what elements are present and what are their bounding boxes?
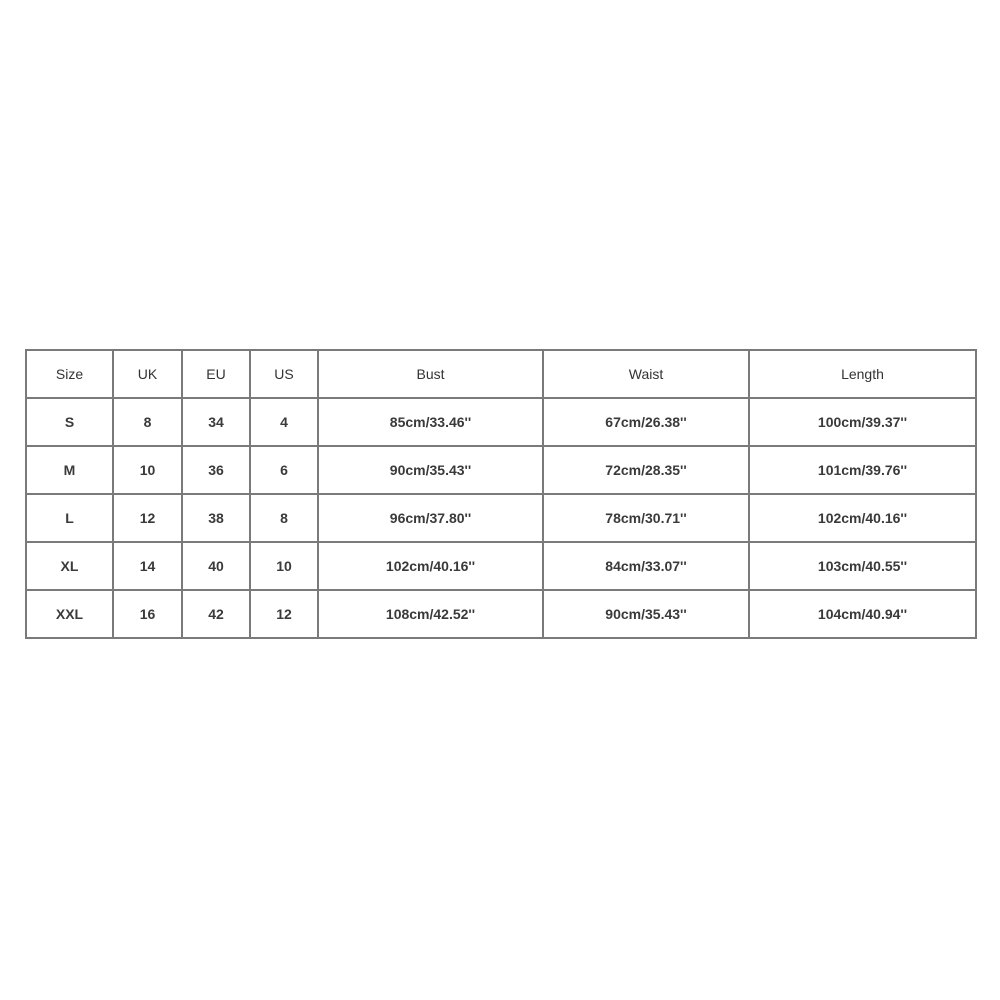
waist-cell: 67cm/26.38''	[543, 398, 749, 446]
size-cell: XXL	[26, 590, 113, 638]
eu-cell: 38	[182, 494, 250, 542]
header-waist: Waist	[543, 350, 749, 398]
size-cell: L	[26, 494, 113, 542]
bust-cell: 90cm/35.43''	[318, 446, 543, 494]
size-cell: S	[26, 398, 113, 446]
table-row	[26, 542, 976, 590]
table-row	[26, 398, 976, 446]
uk-cell: 16	[113, 590, 182, 638]
table-row	[26, 590, 976, 638]
header-bust: Bust	[318, 350, 543, 398]
uk-cell: 8	[113, 398, 182, 446]
eu-cell: 40	[182, 542, 250, 590]
waist-cell: 84cm/33.07''	[543, 542, 749, 590]
bust-cell: 96cm/37.80''	[318, 494, 543, 542]
size-cell: XL	[26, 542, 113, 590]
length-cell: 104cm/40.94''	[749, 590, 976, 638]
eu-cell: 34	[182, 398, 250, 446]
us-cell: 10	[250, 542, 318, 590]
length-cell: 101cm/39.76''	[749, 446, 976, 494]
header-length: Length	[749, 350, 976, 398]
uk-cell: 10	[113, 446, 182, 494]
bust-cell: 85cm/33.46''	[318, 398, 543, 446]
waist-cell: 78cm/30.71''	[543, 494, 749, 542]
eu-cell: 36	[182, 446, 250, 494]
waist-cell: 72cm/28.35''	[543, 446, 749, 494]
eu-cell: 42	[182, 590, 250, 638]
us-cell: 4	[250, 398, 318, 446]
table-row	[26, 494, 976, 542]
header-size: Size	[26, 350, 113, 398]
uk-cell: 14	[113, 542, 182, 590]
waist-cell: 90cm/35.43''	[543, 590, 749, 638]
uk-cell: 12	[113, 494, 182, 542]
header-uk: UK	[113, 350, 182, 398]
length-cell: 103cm/40.55''	[749, 542, 976, 590]
length-cell: 102cm/40.16''	[749, 494, 976, 542]
size-chart-table	[25, 349, 977, 639]
bust-cell: 108cm/42.52''	[318, 590, 543, 638]
us-cell: 8	[250, 494, 318, 542]
bust-cell: 102cm/40.16''	[318, 542, 543, 590]
header-us: US	[250, 350, 318, 398]
size-cell: M	[26, 446, 113, 494]
header-row	[26, 350, 976, 398]
us-cell: 12	[250, 590, 318, 638]
length-cell: 100cm/39.37''	[749, 398, 976, 446]
us-cell: 6	[250, 446, 318, 494]
table-row	[26, 446, 976, 494]
header-eu: EU	[182, 350, 250, 398]
